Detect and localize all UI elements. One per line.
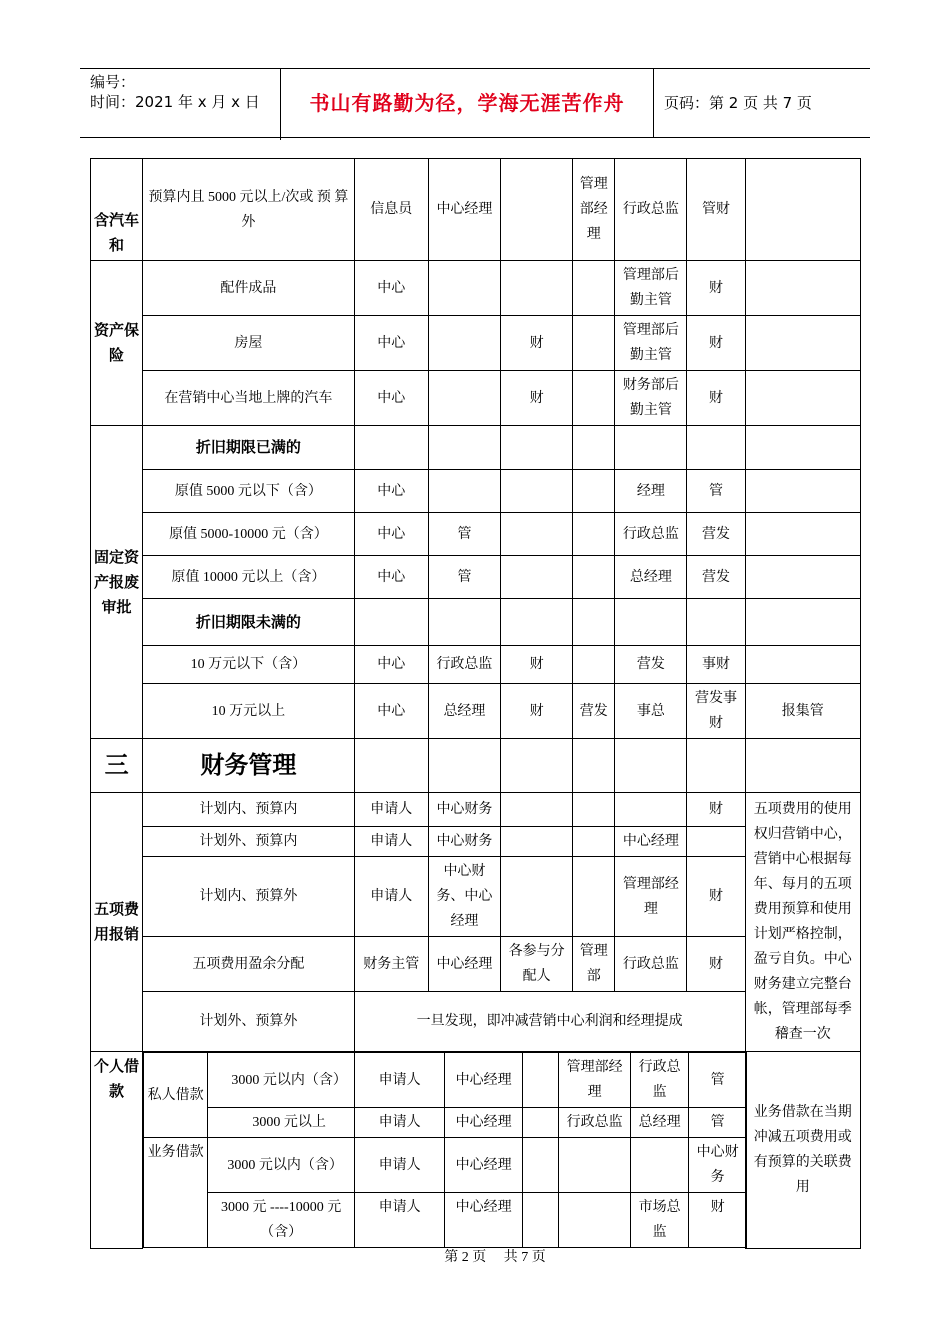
cell: 中心 bbox=[354, 371, 428, 426]
cell: 各参与分配人 bbox=[501, 937, 573, 992]
cell bbox=[573, 646, 615, 684]
section-label: 个人借款 bbox=[91, 1052, 143, 1249]
cell: 总经理 bbox=[615, 556, 687, 599]
cell: 中心经理 bbox=[445, 1138, 523, 1193]
table-row bbox=[91, 684, 861, 739]
cell: 申请人 bbox=[355, 1138, 445, 1193]
cell: 申请人 bbox=[355, 1193, 445, 1248]
cell: 营发 bbox=[687, 513, 745, 556]
cell: 财 bbox=[689, 1193, 747, 1248]
cell: 中心经理 bbox=[428, 159, 500, 261]
cell: 申请人 bbox=[354, 857, 428, 937]
cell bbox=[523, 1108, 559, 1138]
table-row bbox=[144, 1138, 747, 1193]
cell: 营发 bbox=[687, 556, 745, 599]
cell: 中心经理 bbox=[445, 1193, 523, 1248]
section-label: 五项费用报销 bbox=[91, 793, 143, 1052]
subheading: 折旧期限未满的 bbox=[143, 599, 355, 646]
item-cell: 3000 元 ----10000 元（含） bbox=[208, 1193, 355, 1248]
cell: 财 bbox=[687, 793, 745, 827]
cell: 市场总监 bbox=[631, 1193, 689, 1248]
cell bbox=[745, 316, 860, 371]
section-label: 固定资产报废审批 bbox=[91, 426, 143, 739]
item-cell: 3000 元以内（含） bbox=[208, 1053, 355, 1108]
cell: 管 bbox=[428, 513, 500, 556]
item-cell: 10 万元以上 bbox=[143, 684, 355, 739]
item-cell: 计划外、预算外 bbox=[143, 992, 355, 1052]
cell bbox=[573, 793, 615, 827]
loan-type-label: 私人借款 bbox=[144, 1053, 208, 1138]
doc-number-label: 编号： bbox=[90, 73, 136, 91]
table-row bbox=[91, 426, 861, 470]
cell: 管理部后勤主管 bbox=[615, 261, 687, 316]
cell bbox=[745, 556, 860, 599]
table-row bbox=[91, 159, 861, 261]
cell: 中心 bbox=[354, 470, 428, 513]
cell: 财 bbox=[501, 684, 573, 739]
cell: 申请人 bbox=[355, 1053, 445, 1108]
item-cell: 3000 元以内（含） bbox=[208, 1138, 355, 1193]
cell: 管理部经理 bbox=[573, 159, 615, 261]
cell: 财 bbox=[687, 371, 745, 426]
cell: 管 bbox=[687, 470, 745, 513]
cell bbox=[559, 1138, 631, 1193]
cell bbox=[501, 857, 573, 937]
cell bbox=[559, 1193, 631, 1248]
table-row bbox=[91, 857, 861, 937]
cell: 管理部 bbox=[573, 937, 615, 992]
cell: 行政总监 bbox=[615, 937, 687, 992]
cell bbox=[631, 1138, 689, 1193]
cell: 中心财务、中心经理 bbox=[428, 857, 500, 937]
cell bbox=[615, 793, 687, 827]
cell bbox=[573, 556, 615, 599]
item-cell: 原值 5000-10000 元（含） bbox=[143, 513, 355, 556]
header-page-code: 页码：第 2 页 共 7 页 bbox=[664, 94, 812, 112]
table-row bbox=[91, 599, 861, 646]
table-row bbox=[91, 646, 861, 684]
page-footer bbox=[0, 1246, 950, 1266]
note-cell: 五项费用的使用权归营销中心，营销中心根据每年、每月的五项费用预算和使用计划严格控制，盈亏自负。中心财务建立完整台帐，管理部每季稽查一次 bbox=[745, 793, 860, 1052]
cell: 中心 bbox=[354, 513, 428, 556]
cell bbox=[573, 857, 615, 937]
table-row bbox=[91, 827, 861, 857]
cell: 营发 bbox=[615, 646, 687, 684]
cell bbox=[573, 371, 615, 426]
cell: 中心经理 bbox=[445, 1108, 523, 1138]
cell: 中心财务 bbox=[428, 793, 500, 827]
cell: 行政总监 bbox=[615, 159, 687, 261]
item-cell: 计划内、预算内 bbox=[143, 793, 355, 827]
cell bbox=[501, 159, 573, 261]
cell: 中心 bbox=[354, 684, 428, 739]
cell: 中心财务 bbox=[428, 827, 500, 857]
cell: 申请人 bbox=[354, 827, 428, 857]
header-motto: 书山有路勤为径，学海无涯苦作舟 bbox=[281, 69, 654, 137]
cell: 中心经理 bbox=[428, 937, 500, 992]
cell bbox=[745, 470, 860, 513]
cell: 报集管 bbox=[745, 684, 860, 739]
header-meta bbox=[80, 69, 281, 140]
cell bbox=[501, 470, 573, 513]
cell: 中心财务 bbox=[689, 1138, 747, 1193]
cell: 管 bbox=[689, 1053, 747, 1108]
cell: 管 bbox=[428, 556, 500, 599]
cell bbox=[523, 1138, 559, 1193]
cell: 经理 bbox=[615, 470, 687, 513]
cell bbox=[428, 261, 500, 316]
cell: 信息员 bbox=[354, 159, 428, 261]
loan-table bbox=[143, 1052, 747, 1248]
table-row bbox=[91, 739, 861, 793]
cell: 营发事财 bbox=[687, 684, 745, 739]
cell bbox=[501, 827, 573, 857]
cell: 申请人 bbox=[354, 793, 428, 827]
section-label: 资产保险 bbox=[91, 261, 143, 426]
cell: 行政总监 bbox=[428, 646, 500, 684]
cell: 管理部后勤主管 bbox=[615, 316, 687, 371]
section-title: 财务管理 bbox=[143, 739, 355, 793]
item-cell: 配件成品 bbox=[143, 261, 355, 316]
item-cell: 预算内且 5000 元以上/次或 预 算 外 bbox=[143, 159, 355, 261]
cell bbox=[428, 316, 500, 371]
cell: 财 bbox=[501, 316, 573, 371]
cell: 中心 bbox=[354, 261, 428, 316]
section-number: 三 bbox=[91, 739, 143, 793]
cell: 财 bbox=[687, 857, 745, 937]
cell bbox=[745, 513, 860, 556]
cell bbox=[573, 513, 615, 556]
cell: 事总 bbox=[615, 684, 687, 739]
cell bbox=[501, 793, 573, 827]
cell bbox=[573, 316, 615, 371]
table-row bbox=[91, 992, 861, 1052]
cell bbox=[745, 371, 860, 426]
loan-block bbox=[91, 1052, 861, 1249]
table-row bbox=[91, 556, 861, 599]
item-cell: 原值 10000 元以上（含） bbox=[143, 556, 355, 599]
cell bbox=[501, 261, 573, 316]
cell: 财 bbox=[687, 937, 745, 992]
cell: 中心经理 bbox=[615, 827, 687, 857]
item-cell: 房屋 bbox=[143, 316, 355, 371]
table-row bbox=[91, 937, 861, 992]
cell bbox=[573, 470, 615, 513]
note-cell: 业务借款在当期冲减五项费用或有预算的关联费用 bbox=[745, 1052, 860, 1249]
cell bbox=[501, 513, 573, 556]
footer-total: 共 7 页 bbox=[503, 1250, 546, 1265]
cell: 中心 bbox=[354, 316, 428, 371]
cell: 中心 bbox=[354, 556, 428, 599]
cell: 财 bbox=[687, 261, 745, 316]
cell: 一旦发现，即冲减营销中心利润和经理提成 bbox=[354, 992, 745, 1052]
item-cell: 计划内、预算外 bbox=[143, 857, 355, 937]
cell: 总经理 bbox=[631, 1108, 689, 1138]
cell: 管理部经理 bbox=[559, 1053, 631, 1108]
cell: 管理部经理 bbox=[615, 857, 687, 937]
cell bbox=[573, 827, 615, 857]
cell: 财务部后勤主管 bbox=[615, 371, 687, 426]
cell bbox=[573, 261, 615, 316]
item-cell: 原值 5000 元以下（含） bbox=[143, 470, 355, 513]
cell: 中心经理 bbox=[445, 1053, 523, 1108]
table-row bbox=[144, 1108, 747, 1138]
cell bbox=[745, 646, 860, 684]
subheading: 折旧期限已满的 bbox=[143, 426, 355, 470]
cell: 财 bbox=[687, 316, 745, 371]
cell: 管财 bbox=[687, 159, 745, 261]
cell: 营发 bbox=[573, 684, 615, 739]
section-label: 含汽车和 bbox=[91, 159, 143, 261]
cell: 行政总监 bbox=[631, 1053, 689, 1108]
table-row bbox=[91, 513, 861, 556]
table-row bbox=[91, 371, 861, 426]
cell bbox=[428, 470, 500, 513]
cell: 事财 bbox=[687, 646, 745, 684]
table-row bbox=[144, 1053, 747, 1108]
cell: 财 bbox=[501, 371, 573, 426]
approval-table bbox=[90, 158, 861, 1249]
cell: 财 bbox=[501, 646, 573, 684]
doc-time-label: 时间：2021 年 x 月 x 日 bbox=[90, 93, 260, 111]
item-cell: 计划外、预算内 bbox=[143, 827, 355, 857]
cell bbox=[523, 1053, 559, 1108]
table-row bbox=[91, 261, 861, 316]
item-cell: 3000 元以上 bbox=[208, 1108, 355, 1138]
cell bbox=[501, 556, 573, 599]
table-row bbox=[91, 470, 861, 513]
cell bbox=[428, 371, 500, 426]
item-cell: 10 万元以下（含） bbox=[143, 646, 355, 684]
cell bbox=[687, 827, 745, 857]
page-header bbox=[80, 68, 870, 138]
table-row bbox=[91, 793, 861, 827]
cell: 中心 bbox=[354, 646, 428, 684]
cell: 行政总监 bbox=[559, 1108, 631, 1138]
cell: 申请人 bbox=[355, 1108, 445, 1138]
cell: 管 bbox=[689, 1108, 747, 1138]
footer-page: 第 2 页 bbox=[444, 1250, 487, 1265]
cell bbox=[745, 159, 860, 261]
item-cell: 五项费用盈余分配 bbox=[143, 937, 355, 992]
cell bbox=[745, 261, 860, 316]
cell: 总经理 bbox=[428, 684, 500, 739]
cell bbox=[523, 1193, 559, 1248]
cell: 财务主管 bbox=[354, 937, 428, 992]
table-row bbox=[91, 316, 861, 371]
table-row bbox=[144, 1193, 747, 1248]
item-cell: 在营销中心当地上牌的汽车 bbox=[143, 371, 355, 426]
loan-type-label: 业务借款 bbox=[144, 1138, 208, 1248]
cell: 行政总监 bbox=[615, 513, 687, 556]
